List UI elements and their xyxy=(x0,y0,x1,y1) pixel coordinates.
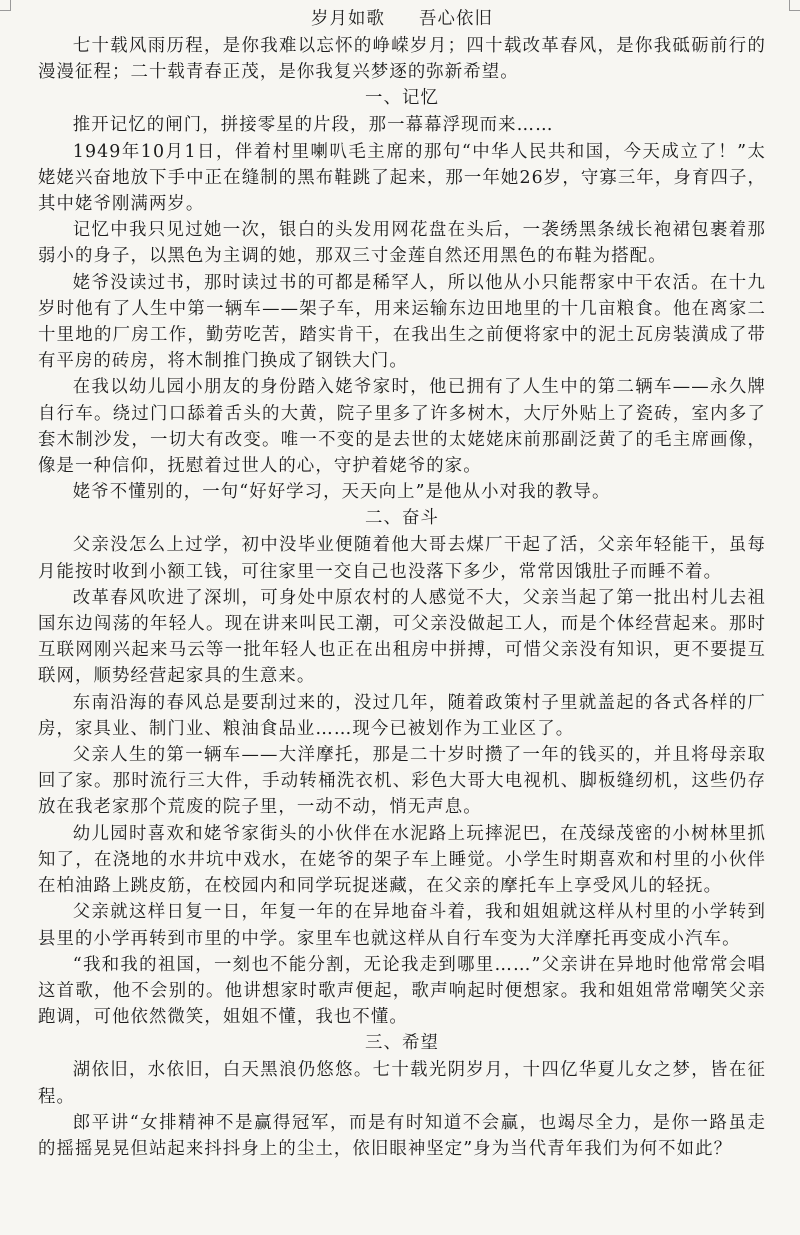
paragraph: 湖依旧，水依旧，白天黑浪仍悠悠。七十载光阴岁月，十四亿华夏儿女之梦，皆在征程。 xyxy=(38,1060,766,1107)
paragraph: 幼儿园时喜欢和姥爷家街头的小伙伴在水泥路上玩摔泥巴，在茂绿茂密的小树林里抓知了，在浇地的水井坑中戏水，在姥爷的架子车上睡觉。小学生时期喜欢和村里的小伙伴在柏油路上跳皮筋，在校园内和同学玩捉迷藏，在父亲的摩托车上享受风儿的轻抚。 xyxy=(38,823,766,897)
essay-title-left: 岁月如歌 xyxy=(311,9,385,29)
section-heading-struggle: 二、奋斗 xyxy=(365,508,439,529)
paragraph: 郎平讲“女排精神不是赢得冠军，而是有时知道不会赢，也竭尽全力，是你一路虽走的摇摇晃晃但站起来抖抖身上的尘土，依旧眼神坚定”身为当代青年我们为何不如此？ xyxy=(38,1112,766,1159)
page-corner-mark-right xyxy=(789,0,800,11)
essay-title xyxy=(38,6,766,33)
paragraph: 1949年10月1日，伴着村里喇叭毛主席的那句“中华人民共和国，今天成立了！”太姥姥兴奋地放下手中正在缝制的黑布鞋跳了起来，那一年她26岁，守寡三年，身育四子，其中姥爷刚满两岁。 xyxy=(38,141,766,215)
paragraph: 在我以幼儿园小朋友的身份踏入姥爷家时，他已拥有了人生中的第二辆车——永久牌自行车。绕过门口舔着舌头的大黄，院子里多了许多树木，大厅外贴上了瓷砖，室内多了套木制沙发，一切大有改变。唯一不变的是去世的太姥姥床前那副泛黄了的毛主席画像，像是一种信仰，抚慰着过世人的心，守护着姥爷的家。 xyxy=(38,377,766,477)
essay-title-right: 吾心依旧 xyxy=(419,9,493,29)
paragraph: 姥爷不懂别的，一句“好好学习，天天向上”是他从小对我的教导。 xyxy=(72,482,611,503)
section-heading-memory: 一、记忆 xyxy=(365,88,439,109)
paragraph: 父亲就这样日复一日，年复一年的在异地奋斗着，我和姐姐就这样从村里的小学转到县里的小学再转到市里的中学。家里车也就这样从自行车变为大洋摩托再变成小汽车。 xyxy=(38,902,766,949)
paragraph: 姥爷没读过书，那时读过书的可都是稀罕人，所以他从小只能帮家中干农活。在十九岁时他有了人生中第一辆车——架子车，用来运输东边田地里的十几亩粮食。他在离家二十里地的厂房工作，勤劳吃苦，踏实肯干，在我出生之前便将家中的泥土瓦房装潢成了带有平房的砖房，将木制推门换成了钢铁大门。 xyxy=(38,272,766,372)
paragraph: 父亲没怎么上过学，初中没毕业便随着他大哥去煤厂干起了活，父亲年轻能干，虽每月能按时收到小额工钱，可往家里一交自己也没落下多少，常常因饿肚子而睡不着。 xyxy=(38,535,766,582)
paragraph: 父亲人生的第一辆车——大洋摩托，那是二十岁时攒了一年的钱买的，并且将母亲取回了家。那时流行三大件，手动转桶洗衣机、彩色大哥大电视机、脚板缝纫机，这些仍存放在我老家那个荒废的院子里，一动不动，悄无声息。 xyxy=(38,745,766,818)
paragraph: 东南沿海的春风总是要刮过来的，没过几年，随着政策村子里就盖起的各式各样的厂房，家具业、制门业、粮油食品业……现今已被划作为工业区了。 xyxy=(38,692,766,739)
paragraph: 改革春风吹进了深圳，可身处中原农村的人感觉不大，父亲当起了第一批出村儿去祖国东边闯荡的年轻人。现在讲来叫民工潮，可父亲没做起工人，而是个体经营起来。那时互联网刚兴起来马云等一批年轻人也正在出租房中拼搏，可惜父亲没有知识，更不要提互联网，顺势经营起家具的生意来。 xyxy=(38,587,766,687)
section-heading-hope: 三、希望 xyxy=(365,1033,439,1054)
page-corner-mark-left xyxy=(0,0,11,11)
intro-paragraph: 七十载风雨历程，是你我难以忘怀的峥嵘岁月；四十载改革春风，是你我砥砺前行的漫漫征程；二十载青春正茂，是你我复兴梦逐的弥新希望。 xyxy=(38,36,766,83)
essay-body xyxy=(38,6,766,1162)
paragraph: “我和我的祖国，一刻也不能分割，无论我走到哪里……”父亲讲在异地时他常常会唱这首歌，他不会别的。他讲想家时歌声便起，歌声响起时便想家。我和姐姐常常嘲笑父亲跑调，可他依然微笑，姐姐不懂，我也不懂。 xyxy=(38,954,766,1028)
paragraph: 记忆中我只见过她一次，银白的头发用网花盘在头后，一袭绣黑条绒长袍裙包裹着那弱小的身子，以黑色为主调的她，那双三寸金莲自然还用黑色的布鞋为搭配。 xyxy=(38,220,766,267)
paragraph: 推开记忆的闸门，拼接零星的片段，那一幕幕浮现而来…… xyxy=(72,115,554,136)
